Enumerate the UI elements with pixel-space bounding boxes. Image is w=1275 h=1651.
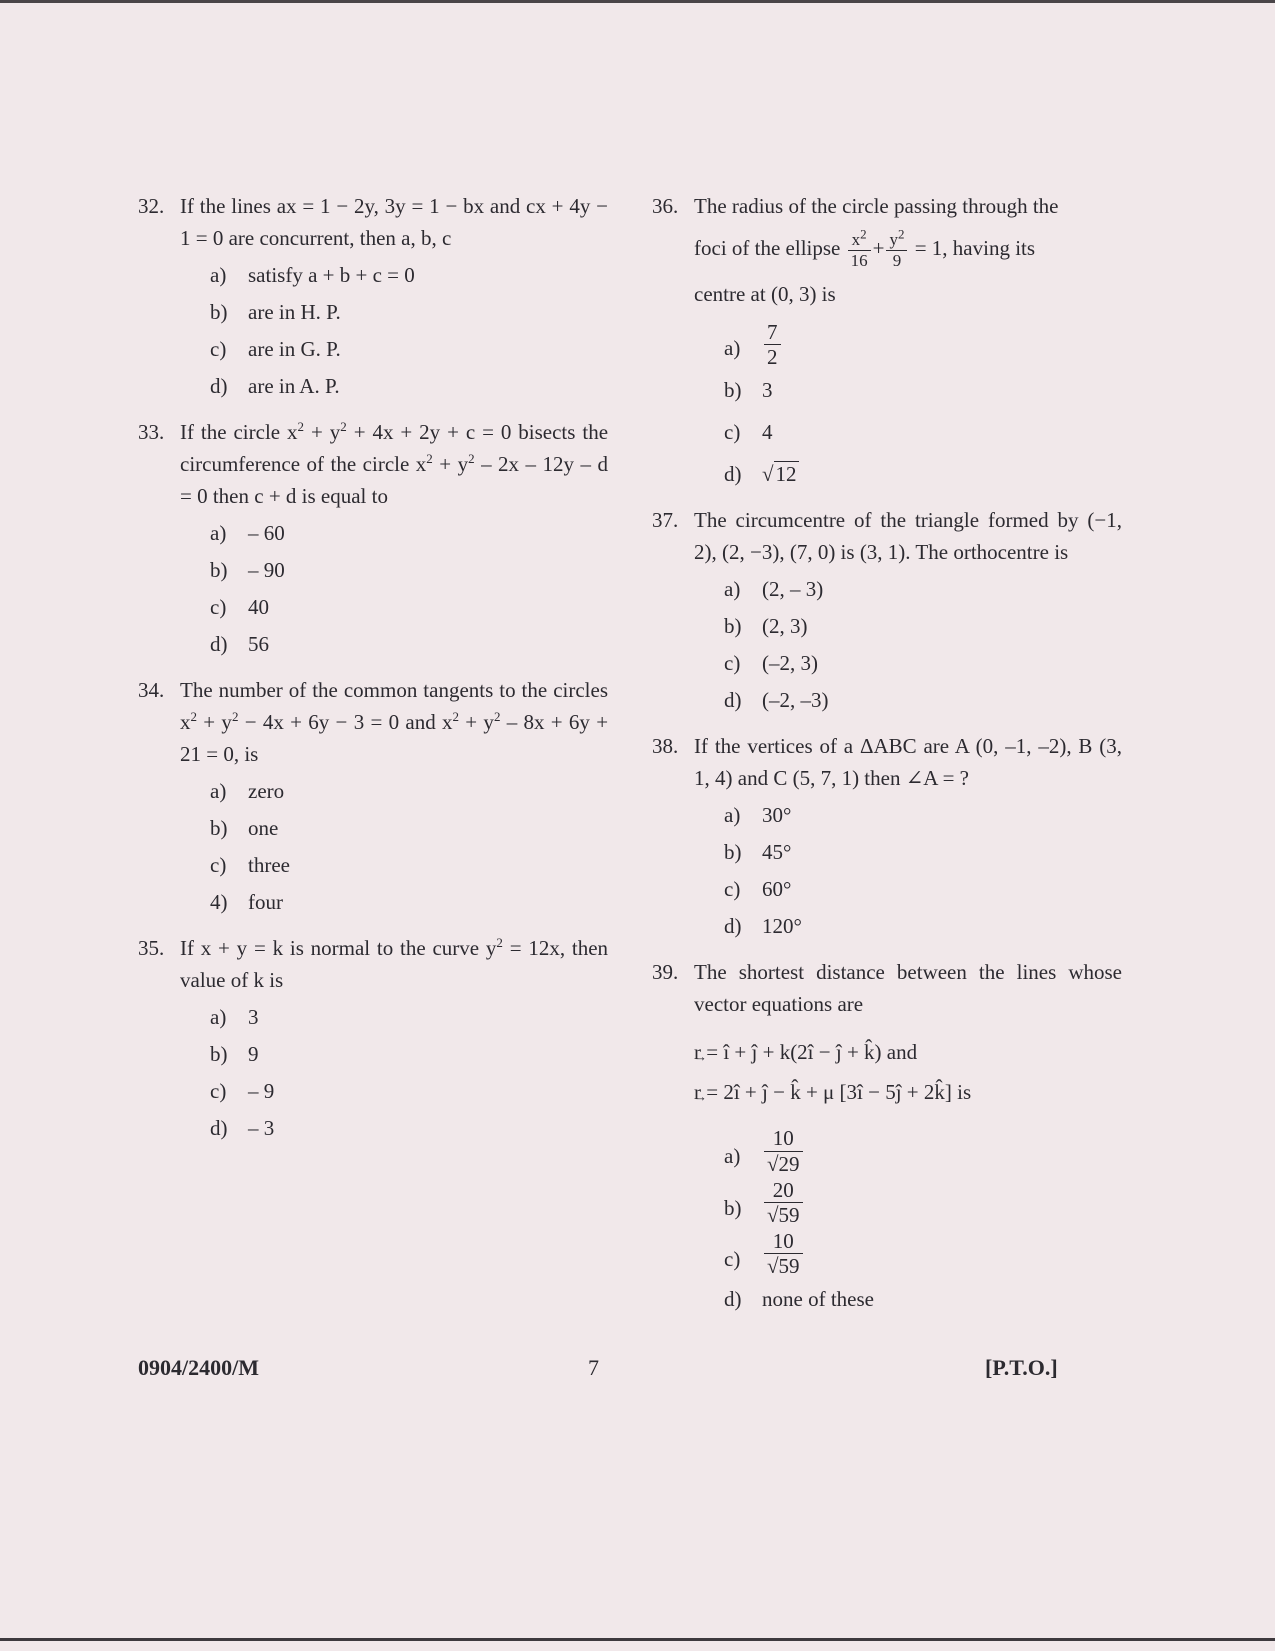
paper-code: 0904/2400/M bbox=[138, 1355, 259, 1380]
option-text: 3 bbox=[762, 378, 773, 403]
option[interactable] bbox=[694, 910, 1122, 942]
option-label: b) bbox=[210, 816, 228, 840]
option-text: (–2, 3) bbox=[762, 651, 818, 676]
top-border-line bbox=[0, 0, 1275, 3]
option[interactable] bbox=[180, 370, 608, 402]
option-text: four bbox=[248, 890, 283, 914]
option-label: b) bbox=[210, 1042, 228, 1066]
question-number: 36. bbox=[652, 194, 679, 218]
option-text: (2, 3) bbox=[762, 614, 808, 639]
question-text: The shortest distance between the lines whose vector equations are bbox=[694, 960, 1122, 1017]
option[interactable] bbox=[180, 1112, 608, 1144]
option[interactable] bbox=[694, 320, 1122, 369]
option-text: 30° bbox=[762, 803, 792, 828]
option[interactable] bbox=[694, 416, 1122, 448]
question-35 bbox=[138, 932, 608, 1144]
option[interactable] bbox=[694, 799, 1122, 831]
vector-equation-1: r = î + ĵ + k(2î − ĵ + k̂) and bbox=[694, 1040, 918, 1065]
option-text: are in A. P. bbox=[248, 374, 340, 398]
pto-label: [P.T.O.] bbox=[985, 1355, 1058, 1380]
option[interactable] bbox=[180, 517, 608, 549]
option[interactable] bbox=[180, 849, 608, 881]
option[interactable] bbox=[180, 554, 608, 586]
option-text: 3 bbox=[248, 1005, 259, 1029]
option-label: b) bbox=[210, 300, 228, 324]
option[interactable] bbox=[694, 873, 1122, 905]
option-label: c) bbox=[724, 1246, 741, 1271]
option-label: b) bbox=[724, 614, 742, 639]
option[interactable] bbox=[694, 573, 1122, 605]
option-label: d) bbox=[210, 1116, 228, 1140]
option-text: 4 bbox=[762, 420, 773, 445]
option-text: none of these bbox=[762, 1287, 874, 1312]
option-label: c) bbox=[210, 853, 227, 877]
option[interactable] bbox=[180, 775, 608, 807]
option[interactable] bbox=[694, 458, 1122, 490]
option-label: a) bbox=[210, 779, 227, 803]
option[interactable] bbox=[694, 374, 1122, 406]
option-label: d) bbox=[724, 688, 742, 713]
option[interactable] bbox=[694, 684, 1122, 716]
option[interactable] bbox=[180, 333, 608, 365]
ellipse-line: foci of the ellipse $\frac{x^2}{16}$ + $\frac{y^2}{9}$ = 1, having its bbox=[694, 226, 1036, 270]
option-label: c) bbox=[210, 1079, 227, 1103]
left-column bbox=[138, 190, 608, 1158]
option[interactable] bbox=[180, 591, 608, 623]
question-32 bbox=[138, 190, 608, 402]
bottom-border-line bbox=[0, 1638, 1275, 1641]
option[interactable] bbox=[180, 1038, 608, 1070]
option-text: are in G. P. bbox=[248, 337, 341, 361]
fraction-y2-9: $\frac{y^2}{9}$ bbox=[886, 230, 907, 270]
option-text: – 9 bbox=[248, 1079, 275, 1103]
option[interactable] bbox=[180, 886, 608, 918]
question-number: 32. bbox=[138, 194, 165, 218]
option-sqrt: √12 bbox=[762, 462, 797, 487]
option[interactable] bbox=[180, 812, 608, 844]
question-number: 35. bbox=[138, 936, 165, 960]
option-text: (–2, –3) bbox=[762, 688, 829, 713]
option-label: a) bbox=[724, 803, 741, 828]
option-text: one bbox=[248, 816, 279, 840]
option-text: zero bbox=[248, 779, 285, 803]
question-34 bbox=[138, 674, 608, 918]
option-label: a) bbox=[210, 263, 227, 287]
option[interactable] bbox=[180, 628, 608, 660]
option-label: d) bbox=[210, 374, 228, 398]
question-number: 33. bbox=[138, 420, 165, 444]
option-label: b) bbox=[724, 840, 742, 865]
vector-equation-2: r = 2î + ĵ − k̂ + μ [3î − 5ĵ + 2k̂] is bbox=[694, 1080, 972, 1105]
option-label: d) bbox=[724, 1287, 742, 1312]
question-text: If the circle $x^2 + y^2 + 4x + 2y + c = 0$ bisects the circumference of the circle $x^2 + y^2 - 2x - 12y - d = 0$ then c + d is equal to bbox=[180, 419, 609, 508]
option[interactable] bbox=[180, 1001, 608, 1033]
option-text: (2, – 3) bbox=[762, 577, 824, 602]
question-line: The radius of the circle passing through the bbox=[694, 194, 1059, 218]
page-number: 7 bbox=[588, 1355, 599, 1380]
option[interactable] bbox=[694, 836, 1122, 868]
option-label: c) bbox=[724, 420, 741, 445]
question-38 bbox=[652, 730, 1122, 942]
option-text: 120° bbox=[762, 914, 802, 939]
question-text: The circumcentre of the triangle formed by (−1, 2), (2, −3), (7, 0) is (3, 1). The orthocentre is bbox=[694, 508, 1122, 565]
option-label: d) bbox=[724, 914, 742, 939]
option-fraction: $\frac{10}{√59}$ bbox=[764, 1229, 803, 1278]
option[interactable] bbox=[694, 610, 1122, 642]
fraction-x2-16: $\frac{x^2}{16}$ bbox=[848, 230, 871, 270]
option-text: three bbox=[248, 853, 290, 877]
option-text: – 3 bbox=[248, 1116, 275, 1140]
option-label: a) bbox=[724, 1144, 741, 1169]
option-text: – 90 bbox=[248, 558, 285, 582]
right-column bbox=[652, 190, 1122, 1329]
option-label: b) bbox=[724, 1195, 742, 1220]
question-text bbox=[694, 190, 1122, 310]
option-text: 60° bbox=[762, 877, 792, 902]
question-text: If the lines ax = 1 − 2y, 3y = 1 − bx and cx + 4y − 1 = 0 are concurrent, then a, b, c bbox=[180, 194, 608, 250]
option-label: a) bbox=[724, 577, 741, 602]
question-36 bbox=[652, 190, 1122, 490]
option[interactable] bbox=[694, 1229, 1122, 1278]
option-label: a) bbox=[210, 1005, 227, 1029]
option-label: b) bbox=[210, 558, 228, 582]
question-number: 38. bbox=[652, 734, 679, 759]
option-label: d) bbox=[724, 462, 742, 487]
option-label: c) bbox=[210, 595, 227, 619]
option-label: a) bbox=[724, 336, 741, 361]
option-label: d) bbox=[210, 632, 228, 656]
option-label: a) bbox=[210, 521, 227, 545]
question-number: 39. bbox=[652, 960, 679, 985]
option-fraction: $\frac{10}{√29}$ bbox=[764, 1126, 803, 1175]
option-label: c) bbox=[724, 651, 741, 676]
question-text: The number of the common tangents to the circles $x^2 + y^2 - 4x + 6y - 3 = 0$ and $x^2 + y^2 - 8x + 6y + 21 = 0$, is bbox=[180, 678, 609, 766]
option-text: are in H. P. bbox=[248, 300, 341, 324]
question-text: If the vertices of a ΔABC are A (0, –1, –2), B (3, 1, 4) and C (5, 7, 1) then ∠A = ? bbox=[694, 734, 1122, 791]
option-text: satisfy a + b + c = 0 bbox=[248, 263, 415, 287]
option-label: 4) bbox=[210, 890, 228, 914]
question-number: 37. bbox=[652, 508, 679, 533]
question-text: If x + y = k is normal to the curve $y^2 = 12x$, then value of k is bbox=[180, 935, 609, 992]
option[interactable] bbox=[694, 1126, 1122, 1175]
question-37 bbox=[652, 504, 1122, 716]
option-text: 56 bbox=[248, 632, 269, 656]
option-label: b) bbox=[724, 378, 742, 403]
option-label: c) bbox=[724, 877, 741, 902]
option[interactable] bbox=[180, 1075, 608, 1107]
option[interactable] bbox=[180, 296, 608, 328]
question-33 bbox=[138, 416, 608, 660]
question-number: 34. bbox=[138, 678, 165, 702]
option-text: 40 bbox=[248, 595, 269, 619]
option-fraction: $\frac{20}{√59}$ bbox=[764, 1178, 803, 1227]
option-label: c) bbox=[210, 337, 227, 361]
option-fraction: $\frac{7}{2}$ bbox=[764, 320, 781, 369]
option[interactable] bbox=[694, 647, 1122, 679]
question-line: centre at (0, 3) is bbox=[694, 282, 836, 307]
question-39 bbox=[652, 956, 1122, 1315]
option-text: 9 bbox=[248, 1042, 259, 1066]
option-text: 45° bbox=[762, 840, 792, 865]
option[interactable] bbox=[180, 259, 608, 291]
option-text: – 60 bbox=[248, 521, 285, 545]
option[interactable] bbox=[694, 1283, 1122, 1315]
option[interactable] bbox=[694, 1178, 1122, 1227]
